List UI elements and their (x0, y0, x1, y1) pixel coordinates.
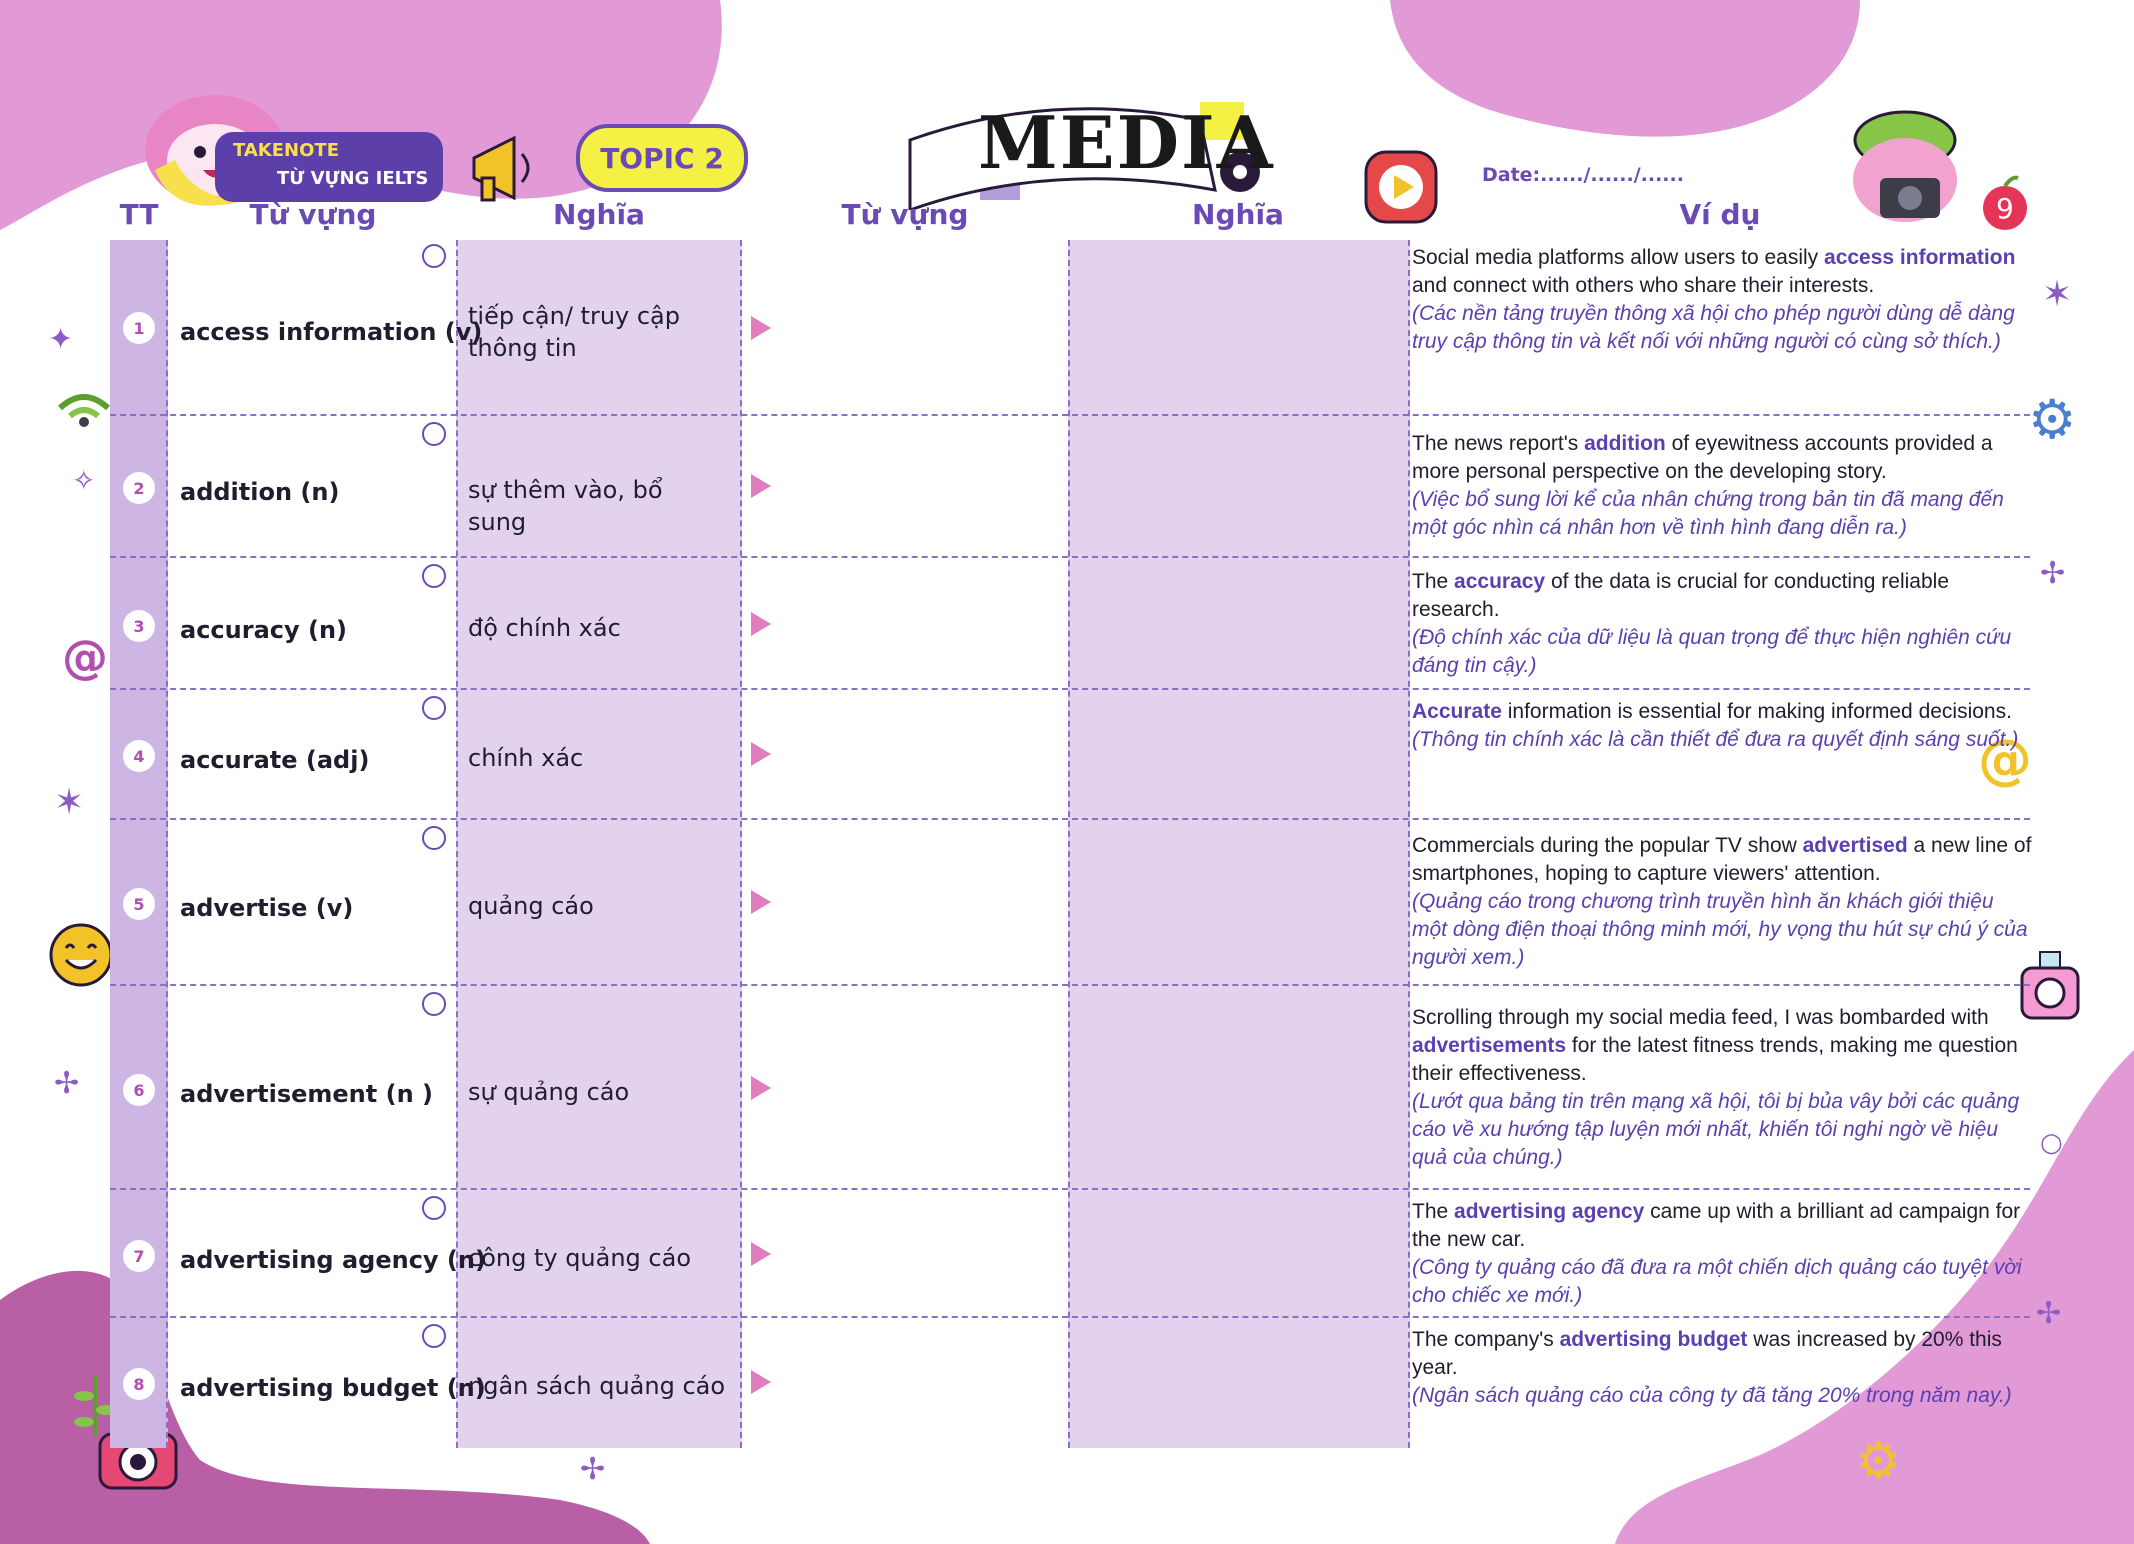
vocab-word: advertisement (n ) (180, 1080, 433, 1108)
example-text: Commercials during the popular TV show advertised a new line of smartphones, hoping to capture viewers' attention. (Quảng cáo trong chương trình truyền hình ăn khách giới thiệu một dòng điện thoại thông minh mới, hy vọng thu hút sự chú ý của người xem.) (1412, 832, 2032, 972)
row-number: 1 (123, 312, 155, 344)
vocab-meaning: ngân sách quảng cáo (468, 1372, 726, 1400)
example-translation: (Ngân sách quảng cáo của công ty đã tăng 20% trong năm nay.) (1412, 1384, 2012, 1407)
row-number: 4 (123, 740, 155, 772)
checkbox-circle[interactable] (422, 1196, 446, 1220)
checkbox-circle[interactable] (422, 564, 446, 588)
at-sign-icon: @ (1978, 728, 2032, 791)
example-text: Accurate information is essential for making informed decisions. (Thông tin chính xác là cần thiết để đưa ra quyết định sáng suốt.) (1412, 698, 2032, 754)
vocab-word: advertise (v) (180, 894, 354, 922)
smiley-icon (48, 922, 114, 988)
example-translation: (Quảng cáo trong chương trình truyền hình ăn khách giới thiệu một dòng điện thoại thông minh mới, hy vọng thu hút sự chú ý của người xem.) (1412, 890, 2028, 969)
media-title-banner (870, 90, 1290, 210)
arrow-icon (751, 1076, 771, 1100)
header-meaning-right: Nghĩa (1192, 198, 1284, 231)
vocab-meaning: quảng cáo (468, 892, 594, 920)
table-row (110, 240, 2030, 416)
arrow-icon (751, 1242, 771, 1266)
header-example: Ví dụ (1679, 198, 1761, 231)
example-translation: (Các nền tảng truyền thông xã hội cho phép người dùng dễ dàng truy cập thông tin và kết nối với những người có cùng sở thích.) (1412, 302, 2015, 353)
wifi-icon (56, 382, 112, 428)
example-text: The advertising agency came up with a brilliant ad campaign for the new car. (Công ty quảng cáo đã đưa ra một chiến dịch quảng cáo tuyệt vời cho chiếc xe mới.) (1412, 1198, 2032, 1310)
sparkle-icon: ✢ (54, 1066, 80, 1101)
example-text: Social media platforms allow users to easily access information and connect with others who share their interests. (Các nền tảng truyền thông xã hội cho phép người dùng dễ dàng truy cập thông tin và kết nối với những người có cùng sở thích.) (1412, 244, 2032, 356)
row-number: 3 (123, 610, 155, 642)
arrow-icon (751, 316, 771, 340)
checkbox-circle[interactable] (422, 696, 446, 720)
arrow-icon (751, 742, 771, 766)
example-text: The company's advertising budget was increased by 20% this year. (Ngân sách quảng cáo của công ty đã tăng 20% trong năm nay.) (1412, 1326, 2032, 1410)
table-row (110, 986, 2030, 1190)
vocab-word: advertising budget (n) (180, 1374, 486, 1402)
checkbox-circle[interactable] (422, 422, 446, 446)
sparkle-icon: ✧ (72, 464, 96, 497)
arrow-icon (751, 474, 771, 498)
checkbox-circle[interactable] (422, 244, 446, 268)
row-number: 5 (123, 888, 155, 920)
table-row (110, 820, 2030, 986)
example-text: The news report's addition of eyewitness accounts provided a more personal perspective on the developing story. (Việc bổ sung lời kể của nhân chứng trong bản tin đã mang đến một góc nhìn cá nhân hơn về tình hình đang diễn ra.) (1412, 430, 2032, 542)
page-number: 9 (1996, 192, 2014, 225)
table-row (110, 416, 2030, 558)
checkbox-circle[interactable] (422, 992, 446, 1016)
row-number: 2 (123, 472, 155, 504)
row-number: 6 (123, 1074, 155, 1106)
gear-icon: ⚙ (1856, 1432, 1901, 1490)
megaphone-icon (468, 128, 540, 208)
header-vocab-left: Từ vựng (249, 198, 377, 231)
vocab-word: addition (n) (180, 478, 340, 506)
vocab-meaning: độ chính xác (468, 614, 621, 642)
header-vocab-right: Từ vựng (841, 198, 969, 231)
topic-label: TOPIC 2 (600, 141, 724, 175)
page-title: MEDIA (978, 100, 1275, 185)
vocab-meaning: tiếp cận/ truy cập thông tin (468, 302, 680, 362)
table-row (110, 1318, 2030, 1448)
at-sign-icon: @ (62, 630, 108, 684)
arrow-icon (751, 1370, 771, 1394)
example-text: The accuracy of the data is crucial for conducting reliable research. (Độ chính xác của dữ liệu là quan trọng để thực hiện nghiên cứu đáng tin cậy.) (1412, 568, 2032, 680)
sparkle-icon: ○ (2040, 1128, 2063, 1158)
arrow-icon (751, 890, 771, 914)
vocab-meaning: công ty quảng cáo (468, 1244, 692, 1272)
row-number: 7 (123, 1240, 155, 1272)
vocab-word: access information (v) (180, 318, 483, 346)
vocab-meaning: chính xác (468, 744, 584, 772)
vocab-word: accurate (adj) (180, 746, 370, 774)
row-number: 8 (123, 1368, 155, 1400)
sparkle-icon: ✦ (48, 322, 74, 357)
vocab-meaning: sự quảng cáo (468, 1078, 630, 1106)
example-text: Scrolling through my social media feed, I was bombarded with advertisements for the latest fitness trends, making me question their effectiveness. (Lướt qua bảng tin trên mạng xã hội, tôi bị bủa vây bởi các quảng cáo về xu hướng tập luyện mới nhất, khiến tôi nghi ngờ về hiệu quả của chúng.) (1412, 1004, 2032, 1172)
header-meaning-left: Nghĩa (553, 198, 645, 231)
star-icon: ✶ (2042, 274, 2073, 315)
vocab-word: accuracy (n) (180, 616, 348, 644)
example-translation: (Thông tin chính xác là cần thiết để đưa ra quyết định sáng suốt.) (1412, 728, 2019, 751)
example-translation: (Lướt qua bảng tin trên mạng xã hội, tôi bị bủa vây bởi các quảng cáo về xu hướng tập luyện mới nhất, khiến tôi nghi ngờ về hiệu quả của chúng.) (1412, 1090, 2020, 1169)
badge-top-text: TAKENOTE (233, 140, 339, 161)
star-icon: ✶ (54, 782, 85, 823)
checkbox-circle[interactable] (422, 1324, 446, 1348)
sparkle-icon: ✢ (2036, 1296, 2062, 1331)
sparkle-icon: ✢ (2040, 556, 2066, 591)
topic-badge (576, 124, 748, 192)
checkbox-circle[interactable] (422, 826, 446, 850)
gear-icon: ⚙ (2028, 388, 2077, 451)
table-row (110, 690, 2030, 820)
date-field[interactable]: Date:....../....../...... (1482, 164, 1684, 186)
takenote-badge (215, 132, 443, 202)
example-translation: (Độ chính xác của dữ liệu là quan trọng để thực hiện nghiên cứu đáng tin cậy.) (1412, 626, 2012, 677)
example-translation: (Việc bổ sung lời kể của nhân chứng trong bản tin đã mang đến một góc nhìn cá nhân hơn về tình hình đang diễn ra.) (1412, 488, 2004, 539)
sparkle-icon: ✢ (580, 1452, 606, 1487)
example-translation: (Công ty quảng cáo đã đưa ra một chiến dịch quảng cáo tuyệt vời cho chiếc xe mới.) (1412, 1256, 2022, 1307)
vocab-meaning: sự thêm vào, bổ sung (468, 476, 663, 536)
arrow-icon (751, 612, 771, 636)
table-row (110, 1190, 2030, 1318)
table-row (110, 558, 2030, 690)
vocab-word: advertising agency (n) (180, 1246, 486, 1274)
badge-bottom-text: TỪ VỰNG IELTS (277, 168, 429, 189)
header-tt: TT (119, 198, 159, 231)
